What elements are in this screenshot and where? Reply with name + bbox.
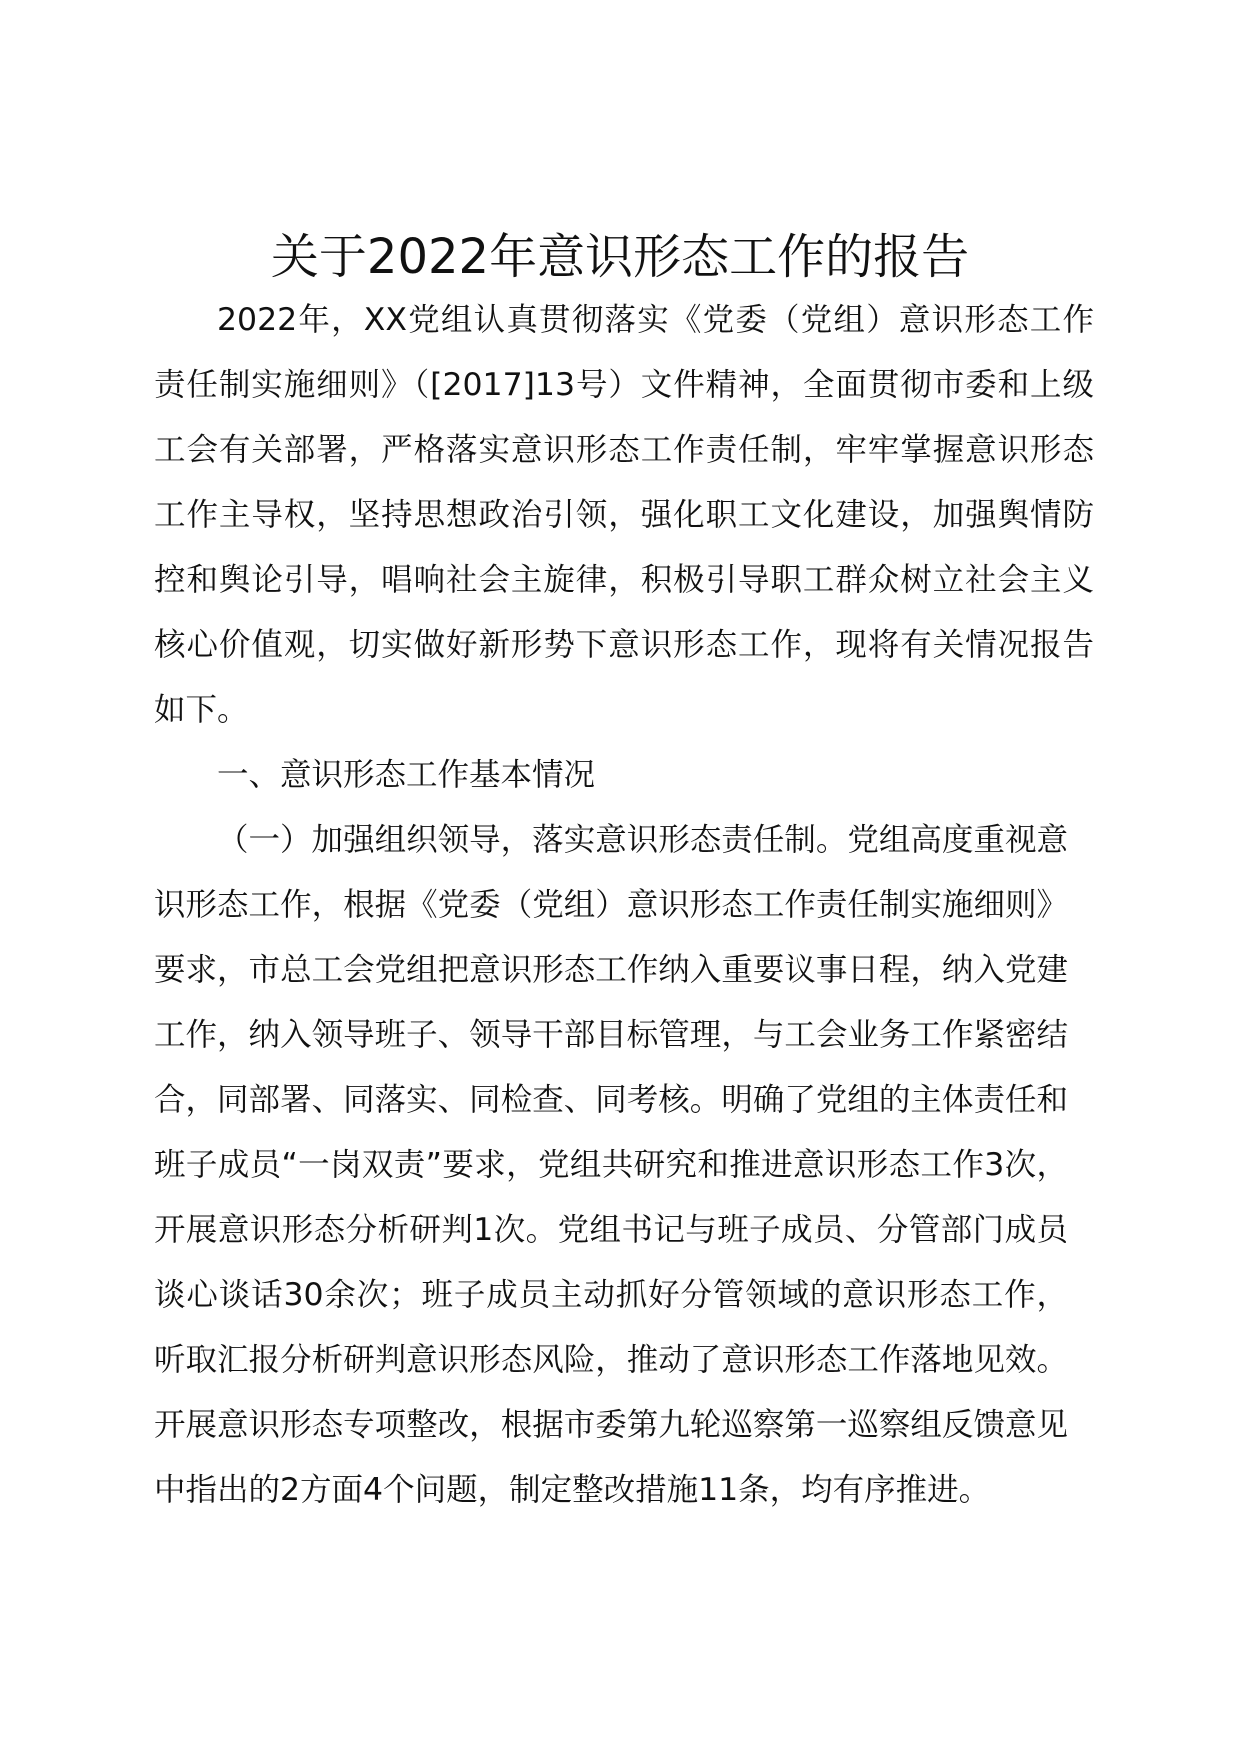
document-title: 关于2022年意识形态工作的报告: [270, 229, 970, 285]
section-paragraph: （一）加强组织领导，落实意识形态责任制。党组高度重视意识形态工作，根据《党委（党组）意识形态工作责任制实施细则》要求，市总工会党组把意识形态工作纳入重要议事日程，纳入党建工作，纳入领导班子、领导干部目标管理，与工会业务工作紧密结合，同部署、同落实、同检查、同考核。明确了党组的主体责任和班子成员“一岗双责”要求，党组共研究和推进意识形态工作3次，开展意识形态分析研判1次。党组书记与班子成员、分管部门成员谈心谈话30余次；班子成员主动抓好分管领域的意识形态工作，听取汇报分析研判意识形态风险，推动了意识形态工作落地见效。开展意识形态专项整改，根据市委第九轮巡察第一巡察组反馈意见中指出的2方面4个问题，制定整改措施11条，均有序推进。: [154, 822, 1068, 1508]
intro-paragraph: 2022年，XX党组认真贯彻落实《党委（党组）意识形态工作责任制实施细则》（[2017]13号）文件精神，全面贯彻市委和上级工会有关部署，严格落实意识形态工作责任制，牢牢掌握意识形态工作主导权，坚持思想政治引领，强化职工文化建设，加强舆情防控和舆论引导，唱响社会主旋律，积极引导职工群众树立社会主义核心价值观，切实做好新形势下意识形态工作，现将有关情况报告如下。: [154, 302, 1094, 728]
document-body: [154, 288, 1094, 1523]
section-heading: 一、意识形态工作基本情况: [217, 757, 596, 793]
